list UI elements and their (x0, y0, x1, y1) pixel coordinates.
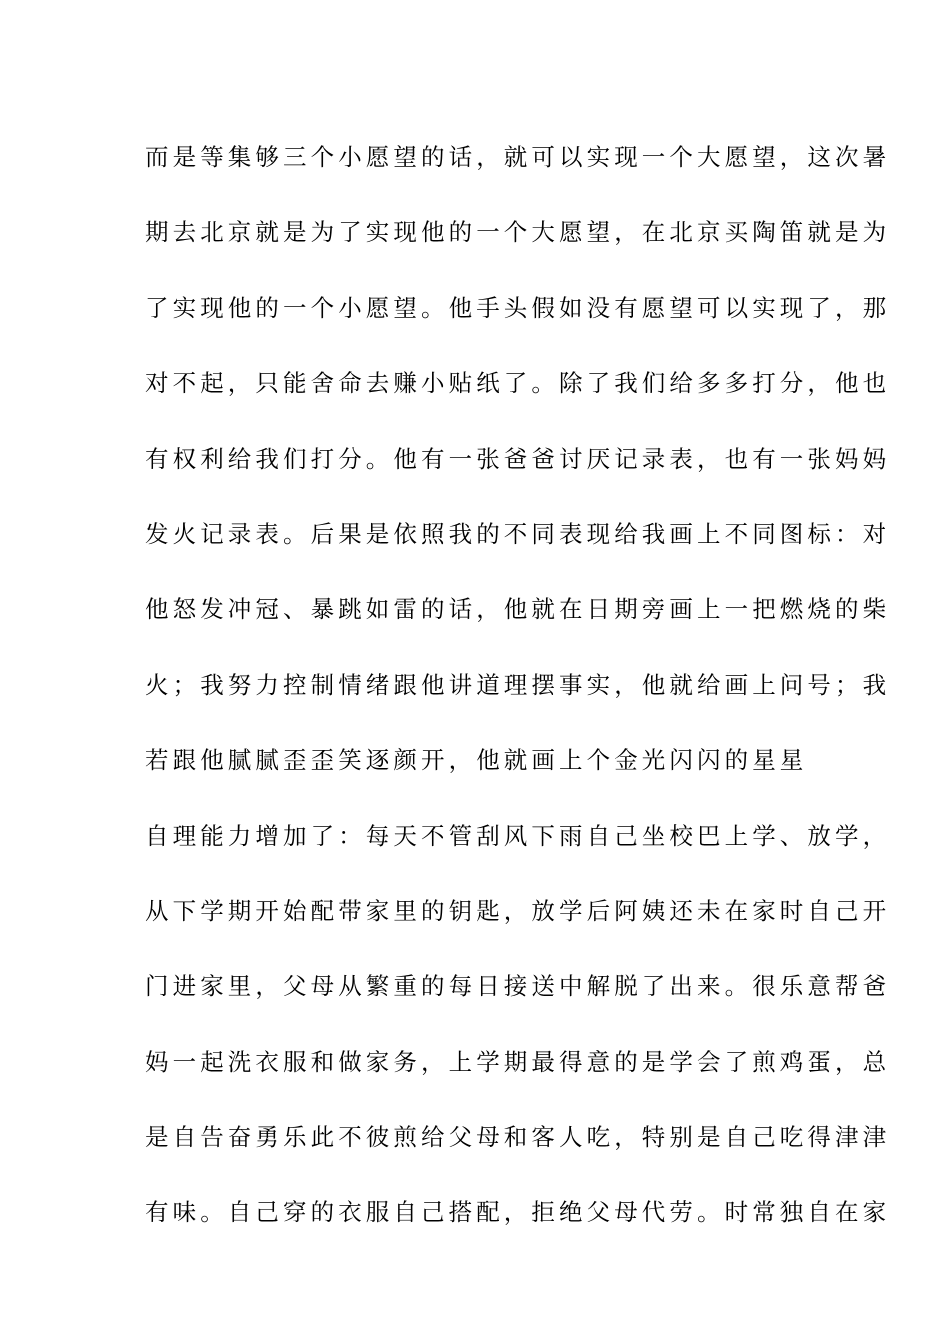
text-line: 对不起，只能舍命去赚小贴纸了。除了我们给多多打分，他也 (145, 369, 891, 398)
text-line: 是自告奋勇乐此不彼煎给父母和客人吃，特别是自己吃得津津 (145, 1123, 891, 1152)
text-line: 自理能力增加了：每天不管刮风下雨自己坐校巴上学、放学， (145, 821, 891, 850)
text-line: 从下学期开始配带家里的钥匙，放学后阿姨还未在家时自己开 (145, 896, 891, 925)
text-line: 若跟他腻腻歪歪笑逐颜开，他就画上个金光闪闪的星星 (145, 746, 808, 775)
body-text (145, 132, 891, 1263)
text-line: 有权利给我们打分。他有一张爸爸讨厌记录表，也有一张妈妈 (145, 444, 891, 473)
text-line: 有味。自己穿的衣服自己搭配，拒绝父母代劳。时常独自在家 (145, 1198, 891, 1227)
text-line: 妈一起洗衣服和做家务，上学期最得意的是学会了煎鸡蛋，总 (145, 1047, 891, 1076)
text-line: 了实现他的一个小愿望。他手头假如没有愿望可以实现了，那 (145, 293, 891, 322)
text-line: 而是等集够三个小愿望的话，就可以实现一个大愿望，这次暑 (145, 143, 891, 171)
text-line: 火；我努力控制情绪跟他讲道理摆事实，他就给画上问号；我 (145, 670, 891, 699)
text-line: 他怒发冲冠、暴跳如雷的话，他就在日期旁画上一把燃烧的柴 (145, 595, 891, 624)
text-line: 门进家里，父母从繁重的每日接送中解脱了出来。很乐意帮爸 (145, 972, 891, 1001)
text-line: 期去北京就是为了实现他的一个大愿望，在北京买陶笛就是为 (145, 218, 891, 247)
text-line: 发火记录表。后果是依照我的不同表现给我画上不同图标：对 (145, 519, 891, 548)
